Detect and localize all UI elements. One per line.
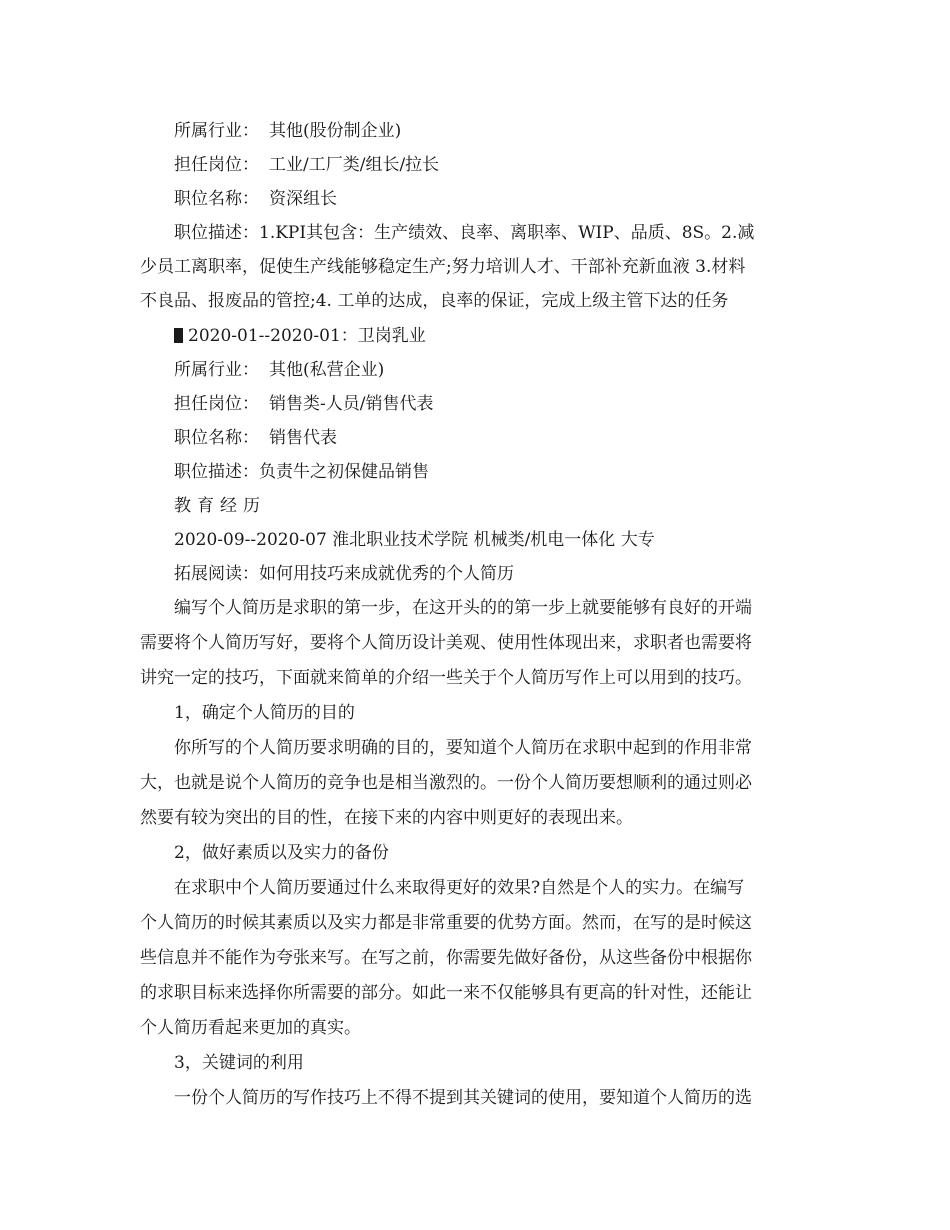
post-value: 工业/工厂类/组长/拉长 bbox=[269, 155, 440, 175]
job1-title-row bbox=[174, 183, 830, 215]
job1-desc-line-3: 不良品、报废品的管控;4. 工单的达成，良率的保证，完成上级主管下达的任务 bbox=[140, 291, 729, 311]
education-entry: 2020-09--2020-07 淮北职业技术学院 机械类/机电一体化 大专 bbox=[174, 530, 655, 550]
title-label: 职位名称： bbox=[174, 428, 259, 448]
section-1-heading: 1，确定个人简历的目的 bbox=[174, 703, 355, 723]
section-1-line-2: 大，也就是说个人简历的竞争也是相当激烈的。一份个人简历要想顺利的通过则必 bbox=[140, 773, 752, 793]
title-label: 职位名称： bbox=[174, 189, 259, 209]
job2-header-text: 2020-01--2020-01：卫岗乳业 bbox=[188, 326, 426, 346]
post-value: 销售类-人员/销售代表 bbox=[269, 394, 434, 414]
job1-desc-line-1: 职位描述：1.KPI其包含：生产绩效、良率、离职率、WIP、品质、8S。2.减 bbox=[174, 223, 755, 243]
job2-title-row bbox=[174, 422, 830, 454]
section-marker-icon bbox=[174, 328, 183, 343]
industry-value: 其他(私营企业) bbox=[269, 360, 385, 380]
section-1-line-3: 然要有较为突出的目的性，在接下来的内容中则更好的表现出来。 bbox=[140, 808, 633, 828]
intro-line-2: 需要将个人简历写好，要将个人简历设计美观、使用性体现出来，求职者也需要将 bbox=[140, 633, 752, 653]
post-label: 担任岗位： bbox=[174, 394, 259, 414]
section-2-line-5: 个人简历看起来更加的真实。 bbox=[140, 1018, 361, 1038]
job2-desc: 职位描述：负责牛之初保健品销售 bbox=[174, 462, 429, 482]
title-value: 资深组长 bbox=[269, 189, 337, 209]
industry-label: 所属行业： bbox=[174, 121, 259, 141]
industry-label: 所属行业： bbox=[174, 360, 259, 380]
job1-desc-line-2: 少员工离职率，促使生产线能够稳定生产;努力培训人才、干部补充新血液 3.材料 bbox=[140, 257, 746, 277]
job1-post-row bbox=[174, 149, 830, 181]
job2-header bbox=[174, 320, 830, 352]
section-3-line-1: 一份个人简历的写作技巧上不得不提到其关键词的使用，要知道个人简历的选 bbox=[174, 1088, 752, 1108]
intro-line-1: 编写个人简历是求职的第一步，在这开头的的第一步上就要能够有良好的开端 bbox=[174, 598, 752, 618]
job1-industry-row bbox=[174, 115, 830, 147]
education-heading: 教育经历 bbox=[174, 496, 266, 516]
post-label: 担任岗位： bbox=[174, 155, 259, 175]
section-2-line-2: 个人简历的时候其素质以及实力都是非常重要的优势方面。然而，在写的是时候这 bbox=[140, 913, 752, 933]
section-2-line-4: 的求职目标来选择你所需要的部分。如此一来不仅能够具有更高的针对性，还能让 bbox=[140, 983, 752, 1003]
section-3-heading: 3，关键词的利用 bbox=[174, 1053, 304, 1073]
section-2-line-3: 些信息并不能作为夸张来写。在写之前，你需要先做好备份，从这些备份中根据你 bbox=[140, 948, 752, 968]
section-1-line-1: 你所写的个人简历要求明确的目的，要知道个人简历在求职中起到的作用非常 bbox=[174, 738, 752, 758]
job2-post-row bbox=[174, 388, 830, 420]
article-title: 拓展阅读：如何用技巧来成就优秀的个人简历 bbox=[174, 564, 514, 584]
section-2-heading: 2，做好素质以及实力的备份 bbox=[174, 843, 389, 863]
job2-industry-row bbox=[174, 354, 830, 386]
title-value: 销售代表 bbox=[269, 428, 337, 448]
section-2-line-1: 在求职中个人简历要通过什么来取得更好的效果?自然是个人的实力。在编写 bbox=[174, 878, 745, 898]
intro-line-3: 讲究一定的技巧，下面就来简单的介绍一些关于个人简历写作上可以用到的技巧。 bbox=[140, 668, 752, 688]
industry-value: 其他(股份制企业) bbox=[269, 121, 402, 141]
